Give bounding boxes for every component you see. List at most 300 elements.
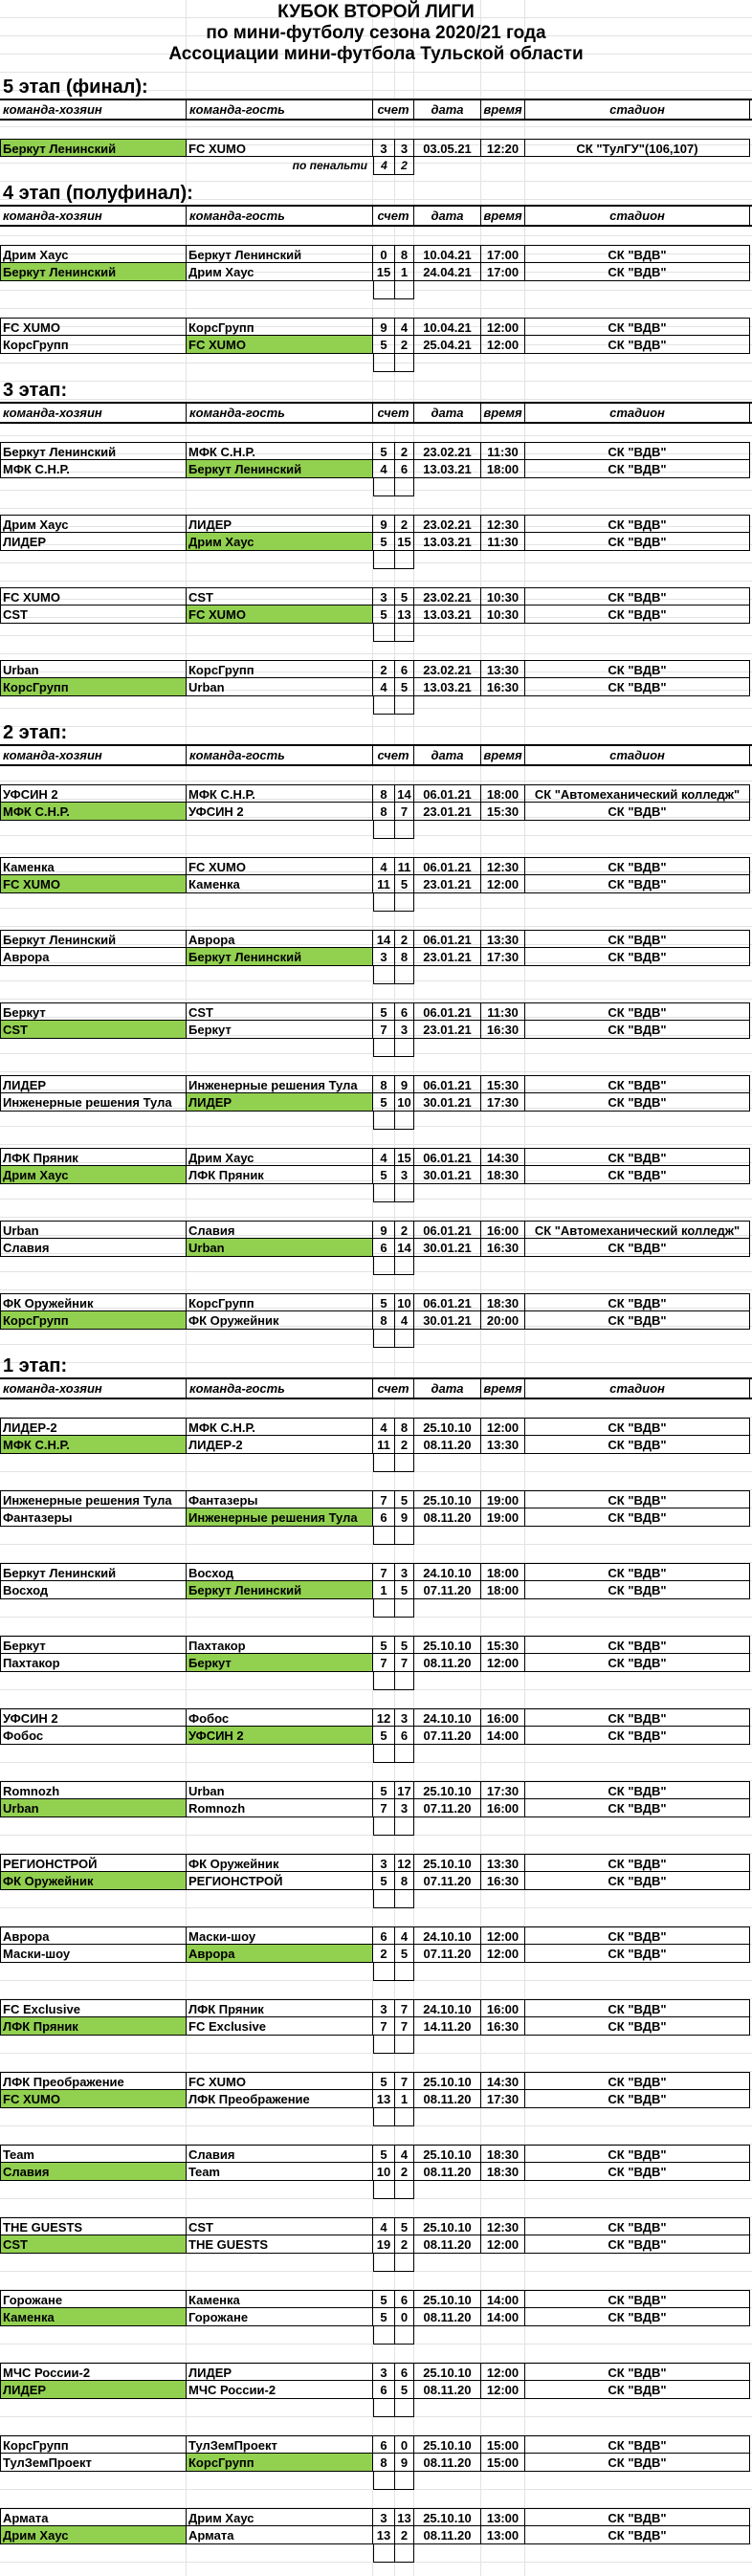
date-cell: 08.11.20 <box>414 2308 481 2326</box>
spacer <box>0 2036 373 2054</box>
column-header-stadium: стадион <box>525 746 750 764</box>
column-header-home: команда-хозяин <box>0 207 187 225</box>
spacer <box>0 696 373 715</box>
aggregate-box <box>0 2544 752 2563</box>
stadium-cell: СК "ВДВ" <box>525 1418 750 1436</box>
empty-score-s2 <box>395 1963 414 1981</box>
home-score-cell: 4 <box>373 857 395 875</box>
empty-score-s1 <box>373 1454 395 1472</box>
away-score-cell: 3 <box>395 1166 414 1184</box>
match-block <box>0 1075 752 1130</box>
away-team-cell: КорсГрупп <box>187 2454 373 2472</box>
aggregate-box <box>0 893 752 912</box>
spacer <box>0 2399 373 2417</box>
home-score-cell: 19 <box>373 2235 395 2254</box>
stadium-cell: СК "Автомеханический колледж" <box>525 784 750 803</box>
table-row <box>0 803 752 821</box>
home-team-cell: ЛФК Пряник <box>0 1148 187 1166</box>
home-team-cell: FC XUMO <box>0 2090 187 2108</box>
time-cell: 14:00 <box>481 2308 525 2326</box>
away-score-cell: 12 <box>395 1854 414 1872</box>
time-cell: 11:30 <box>481 1002 525 1021</box>
match-block <box>0 2072 752 2126</box>
date-cell: 13.03.21 <box>414 605 481 624</box>
spacer <box>0 354 373 372</box>
home-team-cell: FC XUMO <box>0 318 187 336</box>
away-score-cell: 11 <box>395 857 414 875</box>
match-block <box>0 660 752 715</box>
away-team-cell: МФК С.Н.Р. <box>187 442 373 460</box>
away-score-cell: 8 <box>395 948 414 966</box>
date-cell: 23.01.21 <box>414 1021 481 1039</box>
away-team-cell: МФК С.Н.Р. <box>187 784 373 803</box>
time-cell: 11:30 <box>481 442 525 460</box>
home-score-cell: 5 <box>373 1002 395 1021</box>
home-team-cell: Urban <box>0 1221 187 1239</box>
away-score-cell: 2 <box>395 336 414 354</box>
spacer <box>0 2326 373 2345</box>
home-team-cell: FC XUMO <box>0 587 187 605</box>
empty-score-s2 <box>395 1454 414 1472</box>
aggregate-box <box>0 1599 752 1618</box>
date-cell: 25.10.10 <box>414 1418 481 1436</box>
match-block <box>0 2508 752 2563</box>
match-block <box>0 515 752 569</box>
time-cell: 18:30 <box>481 2163 525 2181</box>
away-score-cell: 4 <box>395 1311 414 1330</box>
empty-score-s1 <box>373 624 395 642</box>
table-row <box>0 1418 752 1436</box>
stadium-cell: СК "ВДВ" <box>525 1926 750 1945</box>
aggregate-box <box>0 1184 752 1202</box>
time-cell: 18:30 <box>481 1293 525 1311</box>
match-block <box>0 1293 752 1348</box>
home-team-cell: Дрим Хаус <box>0 2526 187 2544</box>
table-row <box>0 875 752 893</box>
time-cell: 12:30 <box>481 515 525 533</box>
away-team-cell: КорсГрупп <box>187 660 373 678</box>
aggregate-box <box>0 478 752 496</box>
away-team-cell: Беркут <box>187 1021 373 1039</box>
away-team-cell: МЧС России-2 <box>187 2381 373 2399</box>
aggregate-box <box>0 354 752 372</box>
date-cell: 07.11.20 <box>414 1872 481 1890</box>
stadium-cell: СК "ВДВ" <box>525 857 750 875</box>
home-score-cell: 5 <box>373 1781 395 1799</box>
away-score-cell: 2 <box>395 930 414 948</box>
empty-score-s2 <box>395 893 414 912</box>
stadium-cell: СК "ВДВ" <box>525 2145 750 2163</box>
table-row <box>0 930 752 948</box>
table-row <box>0 1708 752 1727</box>
home-score-cell: 6 <box>373 2381 395 2399</box>
date-cell: 24.10.10 <box>414 1708 481 1727</box>
column-header-home: команда-хозяин <box>0 100 187 119</box>
home-team-cell: Дрим Хаус <box>0 1166 187 1184</box>
column-header-score: счет <box>373 404 414 422</box>
away-score-cell: 6 <box>395 660 414 678</box>
date-cell: 08.11.20 <box>414 2090 481 2108</box>
match-block <box>0 587 752 642</box>
match-block <box>0 1854 752 1908</box>
home-score-cell: 9 <box>373 318 395 336</box>
stadium-cell: СК "ВДВ" <box>525 245 750 263</box>
home-team-cell: МФК С.Н.Р. <box>0 460 187 478</box>
away-team-cell: Дрим Хаус <box>187 533 373 551</box>
table-row <box>0 2290 752 2308</box>
stadium-cell: СК "ВДВ" <box>525 1727 750 1745</box>
date-cell: 08.11.20 <box>414 2454 481 2472</box>
home-team-cell: Инженерные решения Тула <box>0 1093 187 1112</box>
date-cell: 10.04.21 <box>414 318 481 336</box>
spacer <box>0 1599 373 1618</box>
home-team-cell: Аврора <box>0 948 187 966</box>
away-team-cell: Беркут <box>187 1654 373 1672</box>
date-cell: 25.10.10 <box>414 1636 481 1654</box>
date-cell: 25.10.10 <box>414 2435 481 2454</box>
stadium-cell: СК "ВДВ" <box>525 1021 750 1039</box>
date-cell: 07.11.20 <box>414 1799 481 1817</box>
home-score-cell: 4 <box>373 2217 395 2235</box>
table-row <box>0 605 752 624</box>
aggregate-box <box>0 1672 752 1690</box>
stadium-cell: СК "ВДВ" <box>525 336 750 354</box>
empty-score-s2 <box>395 2399 414 2417</box>
empty-score-s2 <box>395 1257 414 1275</box>
table-row <box>0 2017 752 2036</box>
away-score-cell: 5 <box>395 2381 414 2399</box>
away-score-cell: 14 <box>395 1239 414 1257</box>
away-team-cell: Romnozh <box>187 1799 373 1817</box>
away-team-cell: ЛИДЕР-2 <box>187 1436 373 1454</box>
stadium-cell: СК "ВДВ" <box>525 1799 750 1817</box>
away-score-cell: 7 <box>395 1654 414 1672</box>
column-header-date: дата <box>414 207 481 225</box>
stadium-cell: СК "ВДВ" <box>525 2435 750 2454</box>
time-cell: 15:30 <box>481 1075 525 1093</box>
home-team-cell: Беркут <box>0 1002 187 1021</box>
away-score-cell: 3 <box>395 1799 414 1817</box>
home-score-cell: 7 <box>373 1563 395 1581</box>
table-row <box>0 2217 752 2235</box>
home-score-cell: 10 <box>373 2163 395 2181</box>
home-team-cell: Каменка <box>0 2308 187 2326</box>
empty-score-s2 <box>395 966 414 984</box>
away-team-cell: THE GUESTS <box>187 2235 373 2254</box>
home-score-cell: 4 <box>373 678 395 696</box>
spacer <box>0 478 373 496</box>
stadium-cell: СК "ВДВ" <box>525 1999 750 2017</box>
date-cell: 13.03.21 <box>414 460 481 478</box>
time-cell: 10:30 <box>481 587 525 605</box>
away-team-cell: Беркут Ленинский <box>187 460 373 478</box>
away-score-cell: 8 <box>395 1872 414 1890</box>
spacer <box>0 1184 373 1202</box>
away-team-cell: КорсГрупп <box>187 1293 373 1311</box>
time-cell: 17:00 <box>481 263 525 281</box>
spacer <box>0 2544 373 2563</box>
spacer <box>0 281 373 299</box>
empty-score-s2 <box>395 1672 414 1690</box>
table-row <box>0 784 752 803</box>
away-team-cell: ТулЗемПроект <box>187 2435 373 2454</box>
home-score-cell: 3 <box>373 1999 395 2017</box>
home-team-cell: Беркут Ленинский <box>0 263 187 281</box>
away-team-cell: Инженерные решения Тула <box>187 1508 373 1527</box>
empty-score-s1 <box>373 354 395 372</box>
home-team-cell: Аврора <box>0 1926 187 1945</box>
away-team-cell: Urban <box>187 1781 373 1799</box>
home-team-cell: Восход <box>0 1581 187 1599</box>
home-score-cell: 4 <box>373 460 395 478</box>
away-team-cell: CST <box>187 2217 373 2235</box>
match-block <box>0 1490 752 1545</box>
table-row <box>0 2090 752 2108</box>
away-score-cell: 3 <box>395 1021 414 1039</box>
table-row <box>0 533 752 551</box>
time-cell: 12:00 <box>481 1945 525 1963</box>
away-score-cell: 7 <box>395 803 414 821</box>
home-score-cell: 9 <box>373 1221 395 1239</box>
time-cell: 17:30 <box>481 2090 525 2108</box>
home-score-cell: 4 <box>373 1148 395 1166</box>
table-row <box>0 1436 752 1454</box>
column-header-row <box>0 1377 752 1399</box>
home-score-cell: 5 <box>373 1727 395 1745</box>
time-cell: 12:00 <box>481 1926 525 1945</box>
away-team-cell: ЛФК Пряник <box>187 1999 373 2017</box>
empty-score-s1 <box>373 893 395 912</box>
home-score-cell: 7 <box>373 1490 395 1508</box>
home-team-cell: УФСИН 2 <box>0 784 187 803</box>
time-cell: 12:00 <box>481 875 525 893</box>
spacer <box>0 1963 373 1981</box>
empty-score-s2 <box>395 1527 414 1545</box>
time-cell: 16:30 <box>481 1872 525 1890</box>
date-cell: 25.10.10 <box>414 1781 481 1799</box>
penalty-label: по пенальти <box>292 159 367 172</box>
home-team-cell: ФК Оружейник <box>0 1293 187 1311</box>
stadium-cell: СК "ВДВ" <box>525 1311 750 1330</box>
column-header-time: время <box>481 746 525 764</box>
empty-score-s1 <box>373 2254 395 2272</box>
column-header-time: время <box>481 100 525 119</box>
aggregate-box <box>0 2399 752 2417</box>
stadium-cell: СК "ВДВ" <box>525 605 750 624</box>
home-score-cell: 5 <box>373 1872 395 1890</box>
empty-score-s2 <box>395 2108 414 2126</box>
match-block <box>0 1418 752 1472</box>
stadium-cell: СК "ВДВ" <box>525 2017 750 2036</box>
date-cell: 08.11.20 <box>414 2235 481 2254</box>
stadium-cell: СК "ВДВ" <box>525 2454 750 2472</box>
away-team-cell: Дрим Хаус <box>187 1148 373 1166</box>
home-team-cell: Беркут Ленинский <box>0 930 187 948</box>
home-team-cell: МЧС России-2 <box>0 2363 187 2381</box>
away-score-cell: 5 <box>395 678 414 696</box>
aggregate-box <box>0 1890 752 1908</box>
home-team-cell: CST <box>0 605 187 624</box>
away-score-cell: 2 <box>395 2235 414 2254</box>
empty-score-s1 <box>373 1745 395 1763</box>
match-block <box>0 1926 752 1981</box>
date-cell: 06.01.21 <box>414 857 481 875</box>
stadium-cell: СК "ВДВ" <box>525 1166 750 1184</box>
match-block <box>0 1221 752 1275</box>
stadium-cell: СК "ВДВ" <box>525 2290 750 2308</box>
away-team-cell: Восход <box>187 1563 373 1581</box>
penalty-row <box>0 157 752 175</box>
penalty-score-s2: 2 <box>395 157 414 175</box>
date-cell: 06.01.21 <box>414 1148 481 1166</box>
aggregate-box <box>0 1039 752 1057</box>
away-score-cell: 5 <box>395 1581 414 1599</box>
column-header-home: команда-хозяин <box>0 1379 187 1398</box>
date-cell: 25.10.10 <box>414 2290 481 2308</box>
date-cell: 03.05.21 <box>414 139 481 157</box>
time-cell: 16:00 <box>481 1708 525 1727</box>
away-team-cell: FC XUMO <box>187 605 373 624</box>
away-score-cell: 6 <box>395 2290 414 2308</box>
table-row <box>0 442 752 460</box>
date-cell: 25.10.10 <box>414 2145 481 2163</box>
date-cell: 06.01.21 <box>414 930 481 948</box>
stadium-cell: СК "ВДВ" <box>525 2217 750 2235</box>
empty-score-s2 <box>395 1330 414 1348</box>
table-row <box>0 1093 752 1112</box>
empty-score-s2 <box>395 2472 414 2490</box>
away-score-cell: 3 <box>395 139 414 157</box>
date-cell: 06.01.21 <box>414 1293 481 1311</box>
home-team-cell: ЛИДЕР <box>0 2381 187 2399</box>
away-score-cell: 7 <box>395 1999 414 2017</box>
time-cell: 12:30 <box>481 857 525 875</box>
away-team-cell: FC Exclusive <box>187 2017 373 2036</box>
spacer <box>0 1039 373 1057</box>
home-score-cell: 6 <box>373 1508 395 1527</box>
away-score-cell: 2 <box>395 2526 414 2544</box>
away-team-cell: ЛИДЕР <box>187 2363 373 2381</box>
home-team-cell: ЛИДЕР-2 <box>0 1418 187 1436</box>
spacer <box>0 1890 373 1908</box>
time-cell: 18:30 <box>481 1166 525 1184</box>
away-score-cell: 6 <box>395 2363 414 2381</box>
time-cell: 12:00 <box>481 336 525 354</box>
aggregate-box <box>0 2326 752 2345</box>
home-team-cell: FC Exclusive <box>0 1999 187 2017</box>
time-cell: 13:30 <box>481 1436 525 1454</box>
title-line-3: Ассоциации мини-футбола Тульской области <box>168 44 584 64</box>
away-team-cell: Славия <box>187 2145 373 2163</box>
empty-score-s1 <box>373 281 395 299</box>
empty-score-s2 <box>395 2036 414 2054</box>
table-row <box>0 263 752 281</box>
home-score-cell: 5 <box>373 605 395 624</box>
home-team-cell: Беркут <box>0 1636 187 1654</box>
stage-title: 2 этап: <box>3 722 68 743</box>
column-header-time: время <box>481 404 525 422</box>
column-header-row <box>0 402 752 424</box>
spacer <box>0 1817 373 1836</box>
spacer <box>0 821 373 839</box>
away-score-cell: 5 <box>395 2217 414 2235</box>
title-line-1: КУБОК ВТОРОЙ ЛИГИ <box>277 2 475 22</box>
empty-score-s1 <box>373 2036 395 2054</box>
away-score-cell: 9 <box>395 1508 414 1527</box>
table-row <box>0 2363 752 2381</box>
time-cell: 16:00 <box>481 1799 525 1817</box>
home-score-cell: 3 <box>373 2508 395 2526</box>
away-score-cell: 15 <box>395 1148 414 1166</box>
empty-score-s1 <box>373 1527 395 1545</box>
date-cell: 08.11.20 <box>414 1508 481 1527</box>
away-team-cell: Фобос <box>187 1708 373 1727</box>
stadium-cell: СК "ВДВ" <box>525 1093 750 1112</box>
spacer <box>0 551 373 569</box>
time-cell: 12:00 <box>481 2381 525 2399</box>
home-score-cell: 5 <box>373 2072 395 2090</box>
home-score-cell: 6 <box>373 1926 395 1945</box>
home-score-cell: 5 <box>373 1293 395 1311</box>
stadium-cell: СК "ВДВ" <box>525 1563 750 1581</box>
spacer <box>0 624 373 642</box>
aggregate-box <box>0 624 752 642</box>
stadium-cell: СК "ТулГУ"(106,107) <box>525 139 750 157</box>
aggregate-box <box>0 821 752 839</box>
table-row <box>0 318 752 336</box>
table-row <box>0 1508 752 1527</box>
home-team-cell: Дрим Хаус <box>0 245 187 263</box>
home-score-cell: 8 <box>373 1311 395 1330</box>
empty-score-s1 <box>373 551 395 569</box>
match-block <box>0 1708 752 1763</box>
away-team-cell: Славия <box>187 1221 373 1239</box>
home-team-cell: КорсГрупп <box>0 678 187 696</box>
home-team-cell: КорсГрупп <box>0 1311 187 1330</box>
home-score-cell: 11 <box>373 1436 395 1454</box>
time-cell: 16:30 <box>481 1021 525 1039</box>
home-team-cell: Беркут Ленинский <box>0 1563 187 1581</box>
away-score-cell: 2 <box>395 2163 414 2181</box>
away-score-cell: 13 <box>395 605 414 624</box>
home-score-cell: 5 <box>373 442 395 460</box>
away-team-cell: ФК Оружейник <box>187 1854 373 1872</box>
home-team-cell: FC XUMO <box>0 875 187 893</box>
title-line-2: по мини-футболу сезона 2020/21 года <box>206 23 546 43</box>
aggregate-box <box>0 1330 752 1348</box>
date-cell: 23.02.21 <box>414 515 481 533</box>
column-header-time: время <box>481 207 525 225</box>
table-row <box>0 1490 752 1508</box>
away-team-cell: Дрим Хаус <box>187 263 373 281</box>
aggregate-box <box>0 2036 752 2054</box>
empty-score-s1 <box>373 1672 395 1690</box>
time-cell: 19:00 <box>481 1490 525 1508</box>
home-score-cell: 5 <box>373 1166 395 1184</box>
column-header-score: счет <box>373 207 414 225</box>
aggregate-box <box>0 1454 752 1472</box>
home-score-cell: 7 <box>373 1654 395 1672</box>
away-score-cell: 4 <box>395 1926 414 1945</box>
stadium-cell: СК "ВДВ" <box>525 318 750 336</box>
home-score-cell: 8 <box>373 803 395 821</box>
home-score-cell: 11 <box>373 875 395 893</box>
column-header-row <box>0 99 752 121</box>
column-header-away: команда-гость <box>187 404 373 422</box>
home-score-cell: 5 <box>373 1636 395 1654</box>
stadium-cell: СК "ВДВ" <box>525 1945 750 1963</box>
away-score-cell: 2 <box>395 1436 414 1454</box>
